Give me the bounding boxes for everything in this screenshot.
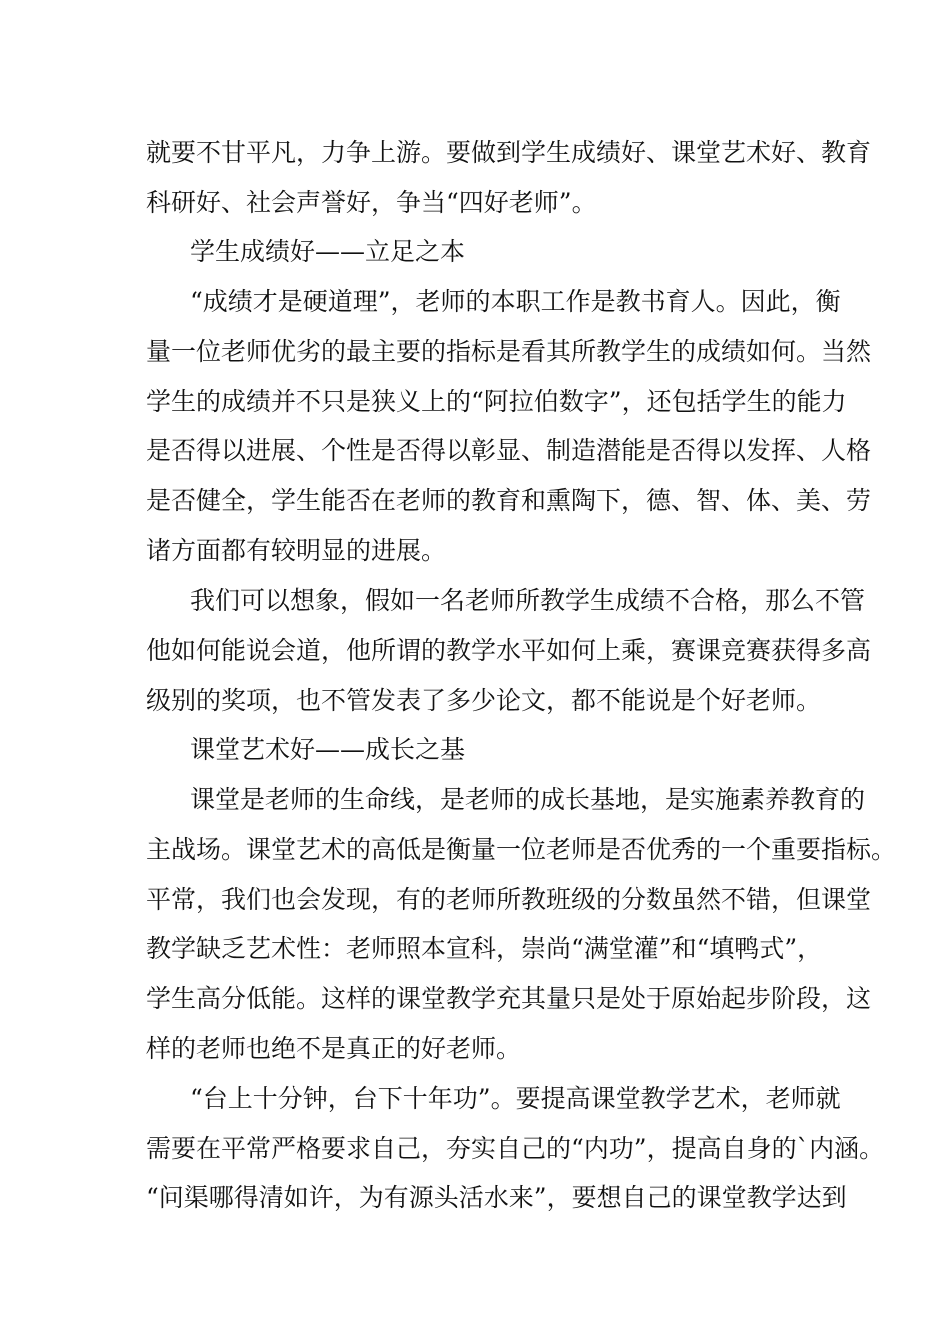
text-line: 平常，我们也会发现，有的老师所教班级的分数虽然不错，但课堂 xyxy=(146,885,872,914)
text-line: 需要在平常严格要求自己，夯实自己的“内功”，提高自身的`内涵。 xyxy=(146,1134,885,1163)
text-line: 科研好、社会声誉好，争当“四好老师”。 xyxy=(146,188,597,217)
text-line: 就要不甘平凡，力争上游。要做到学生成绩好、课堂艺术好、教育 xyxy=(146,138,872,167)
text-line: 诸方面都有较明显的进展。 xyxy=(146,536,447,565)
text-line: 量一位老师优劣的最主要的指标是看其所教学生的成绩如何。当然 xyxy=(146,337,872,366)
text-line: 是否得以进展、个性是否得以彰显、制造潜能是否得以发挥、人格 xyxy=(146,436,872,465)
text-line: 学生高分低能。这样的课堂教学充其量只是处于原始起步阶段，这 xyxy=(146,984,872,1013)
text-line: 级别的奖项，也不管发表了多少论文，都不能说是个好老师。 xyxy=(146,686,822,715)
text-line: 是否健全，学生能否在老师的教育和熏陶下，德、智、体、美、劳 xyxy=(146,486,872,515)
text-line: 课堂是老师的生命线，是老师的成长基地，是实施素养教育的 xyxy=(190,785,866,814)
text-line: “问渠哪得清如许，为有源头活水来”，要想自己的课堂教学达到 xyxy=(146,1183,847,1212)
section-heading: 课堂艺术好——成长之基 xyxy=(190,735,466,764)
text-line: 他如何能说会道，他所谓的教学水平如何上乘，赛课竞赛获得多高 xyxy=(146,636,872,665)
text-line: “台上十分钟，台下十年功”。要提高课堂教学艺术，老师就 xyxy=(190,1084,841,1113)
text-line: 主战场。课堂艺术的高低是衡量一位老师是否优秀的一个重要指标。 xyxy=(146,835,897,864)
text-line: 我们可以想象，假如一名老师所教学生成绩不合格，那么不管 xyxy=(190,586,866,615)
text-line: 学生的成绩并不只是狭义上的“阿拉伯数字”，还包括学生的能力 xyxy=(146,387,847,416)
text-line: 教学缺乏艺术性：老师照本宣科，崇尚“满堂灌”和“填鸭式”， xyxy=(146,934,823,963)
text-line: “成绩才是硬道理”，老师的本职工作是教书育人。因此，衡 xyxy=(190,287,841,316)
text-line: 样的老师也绝不是真正的好老师。 xyxy=(146,1034,522,1063)
section-heading: 学生成绩好——立足之本 xyxy=(190,237,466,266)
